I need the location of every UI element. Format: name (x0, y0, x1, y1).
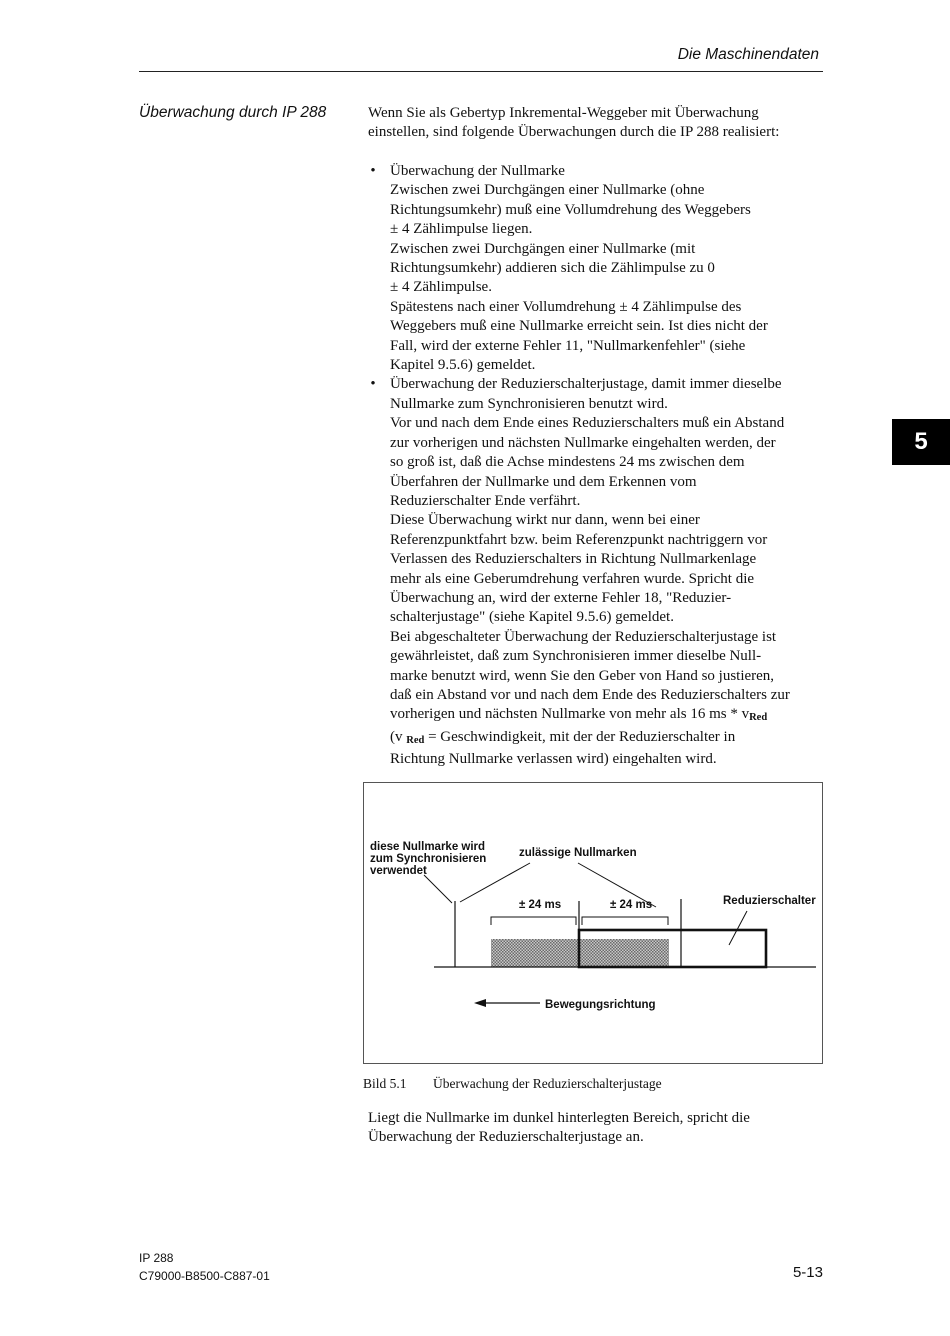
bullet-line: marke benutzt wird, wenn Sie den Geber von Hand so justieren, (390, 667, 775, 684)
shaded-zone-left (491, 939, 579, 967)
figure-reducing-switch-diagram (363, 782, 823, 1064)
bullet-line: Fall, wird der externe Fehler 11, "Nullmarkenfehler" (siehe (390, 337, 746, 354)
monitoring-bullet-list (368, 162, 828, 770)
bullet-line: Referenzpunktfahrt bzw. beim Referenzpunkt nachtriggern vor (390, 531, 768, 548)
bullet-line: Kapitel 9.5.6) gemeldet. (390, 357, 536, 374)
bullet-line: Vor und nach dem Ende eines Reduzierschalters muß ein Abstand (390, 415, 785, 432)
bullet-line: Überfahren der Nullmarke und dem Erkennen vom (390, 473, 697, 490)
bullet-line: Zwischen zwei Durchgängen einer Nullmarke (mit (390, 240, 696, 257)
figure-caption-text: Überwachung der Reduzierschalterjustage (433, 1076, 662, 1091)
bullet-line: Richtungsumkehr) muß eine Vollumdrehung des Weggebers (390, 201, 751, 218)
bracket-24ms-left (491, 917, 576, 925)
intro-line: Wenn Sie als Gebertyp Inkremental-Weggeber mit Überwachung (368, 105, 759, 121)
bullet-line: so groß ist, daß die Achse mindestens 24 ms zwischen dem (390, 454, 745, 471)
bullet-line: Weggebers muß eine Nullmarke erreicht sein. Ist dies nicht der (390, 318, 768, 335)
label-allowed-zero-marks: zulässige Nullmarken (519, 847, 637, 859)
bullet-line: mehr als eine Geberumdrehung verfahren wurde. Spricht die (390, 570, 755, 587)
bullet-line: Reduzierschalter Ende verfährt. (390, 492, 581, 509)
bullet-dot: • (370, 163, 376, 179)
bullet-line: gewährleistet, daß zum Synchronisieren immer dieselbe Null- (390, 648, 762, 665)
bullet-line: Überwachung der Nullmarke (390, 163, 565, 179)
bullet-dot: • (370, 376, 376, 393)
bullet-zero-mark-monitoring (368, 162, 828, 375)
label-direction: Bewegungsrichtung (545, 999, 656, 1011)
footer-doc-number: C79000-B8500-C887-01 (139, 1269, 270, 1283)
vred-subscript: Red (749, 712, 768, 724)
bullet-line: Spätestens nach einer Vollumdrehung ± 4 Zählimpulse des (390, 298, 742, 315)
bullet-line: Überwachung an, wird der externe Fehler 18, "Reduzier- (390, 589, 732, 606)
footer-left (139, 1249, 270, 1285)
bullet-line: Nullmarke zum Synchronisieren benutzt wird. (390, 395, 668, 412)
closing-paragraph (368, 1109, 828, 1148)
leader-sync-mark (424, 875, 452, 903)
chapter-tab: 5 (892, 419, 950, 465)
closing-line: Liegt die Nullmarke im dunkel hinterlegten Bereich, spricht die (368, 1110, 750, 1126)
closing-line: Überwachung der Reduzierschalterjustage an. (368, 1129, 644, 1146)
header-rule (139, 71, 823, 72)
shaded-zone-right (579, 939, 669, 967)
section-side-heading: Überwachung durch IP 288 (139, 104, 327, 121)
label-24ms-left: ± 24 ms (519, 899, 562, 911)
figure-number: Bild 5.1 (363, 1076, 407, 1091)
bullet-line: schalterjustage" (siehe Kapitel 9.5.6) gemeldet. (390, 609, 674, 626)
bullet-line: Zwischen zwei Durchgängen einer Nullmarke (ohne (390, 182, 705, 199)
label-sync-line-2: zum Synchronisieren (370, 853, 487, 865)
bullet-line: Richtungsumkehr) addieren sich die Zählimpulse zu 0 (390, 260, 715, 277)
bullet-reducing-switch-monitoring (368, 375, 828, 769)
bullet-line: Richtung Nullmarke verlassen wird) eingehalten wird. (390, 751, 717, 768)
direction-arrow-head (474, 999, 486, 1007)
bullet-line-vred-definition (390, 728, 828, 750)
leader-reducing-switch (729, 911, 747, 945)
label-24ms-right: ± 24 ms (610, 899, 653, 911)
diagram-svg (364, 783, 824, 1065)
vred-def-prefix: (v (390, 728, 407, 745)
vred-def-subscript: Red (406, 734, 425, 746)
bullet-line: ± 4 Zählimpulse. (390, 279, 492, 296)
bullet-line: zur vorherigen und nächsten Nullmarke eingehalten werden, der (390, 434, 776, 451)
figure-caption (363, 1076, 662, 1092)
label-sync-line-3: verwendet (370, 865, 427, 877)
bullet-line: ± 4 Zählimpulse liegen. (390, 221, 533, 238)
intro-line: einstellen, sind folgende Überwachungen durch die IP 288 realisiert: (368, 124, 780, 141)
bullet-line: Diese Überwachung wirkt nur dann, wenn bei einer (390, 512, 700, 529)
vred-def-suffix: = Geschwindigkeit, mit der der Reduzierschalter in (424, 728, 736, 745)
bullet-line-vred (390, 705, 828, 727)
label-sync-line-1: diese Nullmarke wird (370, 841, 486, 853)
leader-allowed-left (460, 863, 530, 902)
bullet-line: daß ein Abstand vor und nach dem Ende des Reduzierschalters zur (390, 686, 790, 703)
running-header-title: Die Maschinendaten (677, 46, 819, 63)
bullet-line: Überwachung der Reduzierschalterjustage, damit immer dieselbe (390, 376, 782, 393)
bullet-line: Verlassen des Reduzierschalters in Richtung Nullmarkenlage (390, 551, 757, 568)
bracket-24ms-right (582, 917, 668, 925)
footer-page-number: 5-13 (792, 1264, 823, 1281)
footer-product: IP 288 (139, 1251, 174, 1265)
bullet-line: Bei abgeschalteter Überwachung der Reduzierschalterjustage ist (390, 628, 777, 645)
intro-paragraph (368, 104, 828, 143)
label-reducing-switch: Reduzierschalter (723, 895, 816, 907)
vred-text: vorherigen und nächsten Nullmarke von mehr als 16 ms * v (390, 706, 750, 723)
